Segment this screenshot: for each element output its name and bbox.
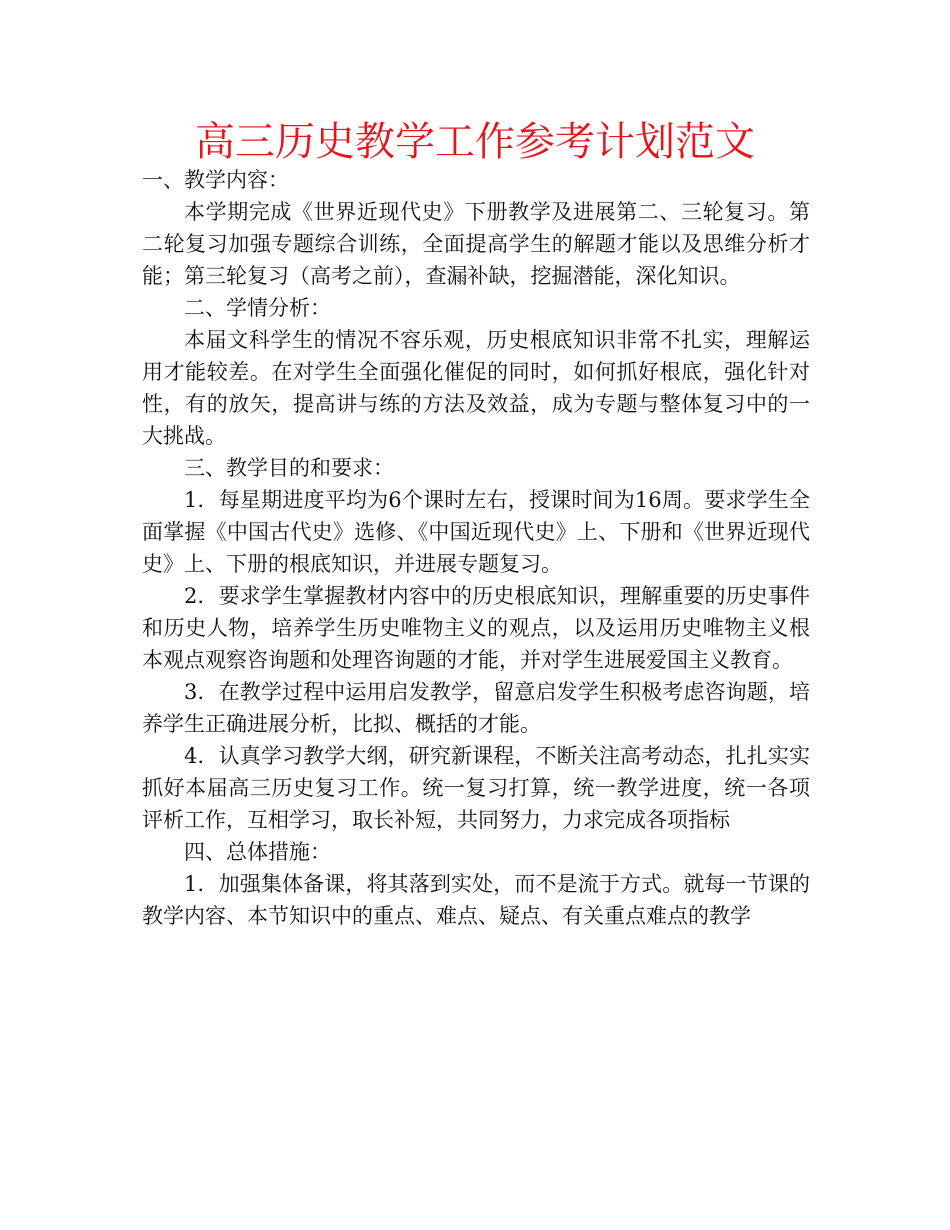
paragraph-goal-3: 3．在教学过程中运用启发教学，留意启发学生积极考虑咨询题，培养学生正确进展分析，比拟、概括的才能。 <box>142 680 810 736</box>
paragraph-goal-1: 1．每星期进度平均为6个课时左右，授课时间为16周。要求学生全面掌握《中国古代史》选修、《中国近现代史》上、下册和《世界近现代史》上、下册的根底知识，并进展专题复习。 <box>142 488 810 576</box>
paragraph-goal-4: 4．认真学习教学大纲，研究新课程，不断关注高考动态，扎扎实实抓好本届高三历史复习工作。统一复习打算，统一教学进度，统一各项评析工作，互相学习，取长补短，共同努力，力求完成各项指标 <box>142 744 810 832</box>
section-heading-goals: 三、教学目的和要求： <box>184 456 394 480</box>
section-heading-student-analysis: 二、学情分析： <box>184 296 331 320</box>
section-heading-measures: 四、总体措施： <box>184 840 331 864</box>
paragraph-teaching-content: 本学期完成《世界近现代史》下册教学及进展第二、三轮复习。第二轮复习加强专题综合训练，全面提高学生的解题才能以及思维分析才能；第三轮复习（高考之前），查漏补缺，挖掘潜能，深化知识。 <box>142 200 810 288</box>
paragraph-measure-1: 1．加强集体备课，将其落到实处，而不是流于方式。就每一节课的教学内容、本节知识中的重点、难点、疑点、有关重点难点的教学 <box>142 872 810 928</box>
paragraph-goal-2: 2．要求学生掌握教材内容中的历史根底知识，理解重要的历史事件和历史人物，培养学生历史唯物主义的观点，以及运用历史唯物主义根本观点观察咨询题和处理咨询题的才能，并对学生进展爱国主义教育。 <box>142 584 810 672</box>
document-title: 高三历史教学工作参考计划范文 <box>195 119 755 165</box>
paragraph-student-analysis: 本届文科学生的情况不容乐观，历史根底知识非常不扎实，理解运用才能较差。在对学生全面强化催促的同时，如何抓好根底，强化针对性，有的放矢，提高讲与练的方法及效益，成为专题与整体复习中的一大挑战。 <box>142 328 810 448</box>
section-heading-teaching-content: 一、教学内容： <box>142 168 289 192</box>
document-body <box>142 164 810 932</box>
